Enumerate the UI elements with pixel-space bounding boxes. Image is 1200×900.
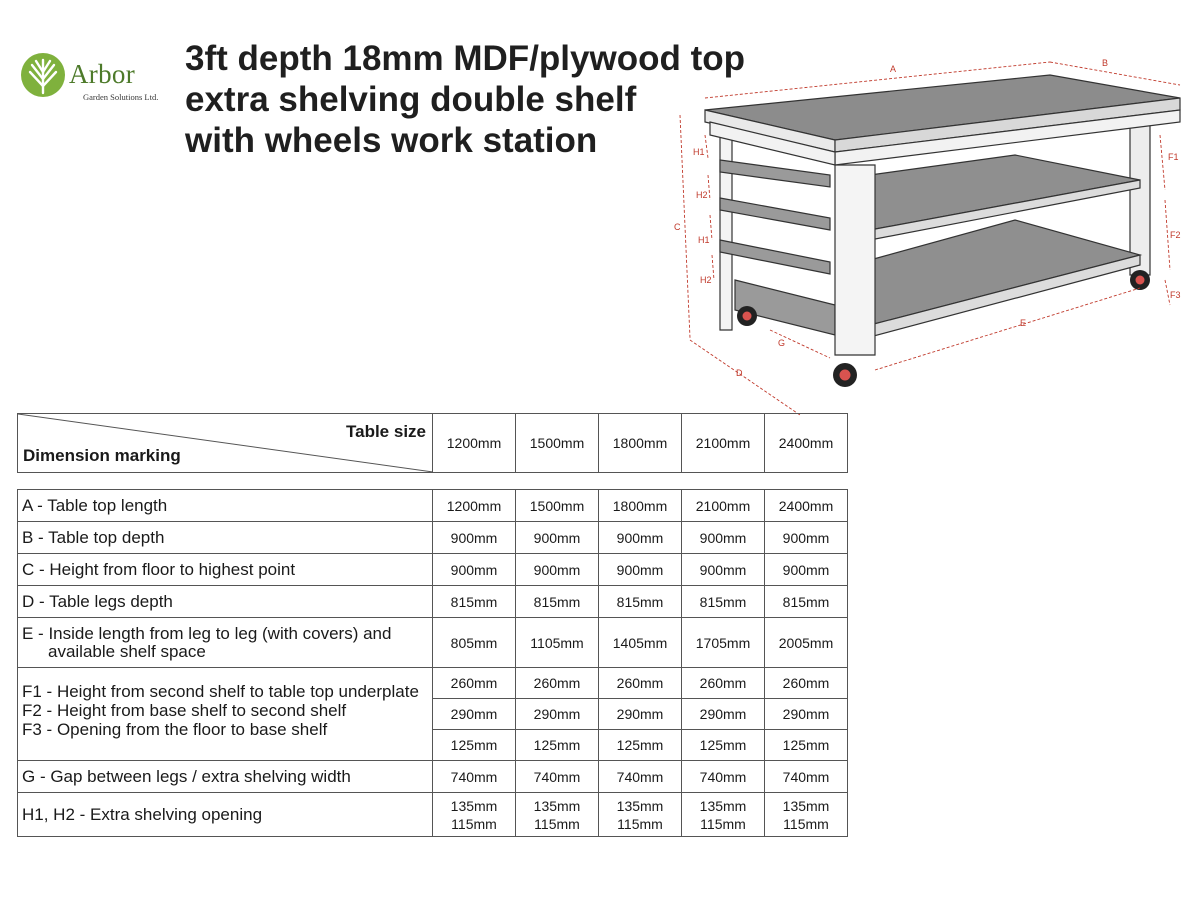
cell-value: 900mm [682,554,765,586]
row-label-line: E - Inside length from leg to leg (with covers) and [22,623,392,643]
cell-value: 290mm [682,699,765,730]
table-row [18,522,848,554]
row-label-line: F1 - Height from second shelf to table top underplate [22,682,419,701]
cell-value: 900mm [765,554,848,586]
cell-value: 260mm [682,668,765,699]
cell-value: 815mm [682,586,765,618]
table-row [18,793,848,837]
row-label [18,668,433,761]
dim-label-d: D [736,368,743,378]
row-label: D - Table legs depth [18,586,433,618]
cell-value: 125mm [682,730,765,761]
cell-value: 290mm [599,699,682,730]
brand-logo [20,50,165,110]
dim-label-e: E [1020,318,1027,328]
cell-value: 260mm [599,668,682,699]
dim-label-h2: H2 [700,275,712,285]
table-row [18,761,848,793]
cell-value: 815mm [765,586,848,618]
dim-label-a: A [890,64,897,74]
cell-value: 290mm [516,699,599,730]
title-line: extra shelving double shelf [185,80,637,119]
dim-label-h1: H1 [693,147,705,157]
cell-value: 1200mm [433,490,516,522]
cell-value: 2005mm [765,618,848,668]
leaf-logo-icon [20,52,66,98]
size-header: 2400mm [765,414,848,473]
row-label: A - Table top length [18,490,433,522]
cell-value: 1500mm [516,490,599,522]
header-corner [18,414,433,473]
cell-value: 125mm [516,730,599,761]
table-row [18,586,848,618]
cell-value: 900mm [599,554,682,586]
table-row [18,668,848,699]
cell-value: 815mm [599,586,682,618]
title-line: with wheels work station [185,121,598,160]
cell-value: 900mm [433,554,516,586]
cell-value: 290mm [433,699,516,730]
brand-tagline: Garden Solutions Ltd. [83,92,159,102]
row-label: B - Table top depth [18,522,433,554]
cell-value: 900mm [682,522,765,554]
row-label: H1, H2 - Extra shelving opening [18,793,433,837]
brand-name: Arbor [69,59,135,89]
table-size-label: Table size [346,422,426,441]
cell-value: 740mm [765,761,848,793]
dim-label-f2: F2 [1170,230,1181,240]
cell-value: 740mm [682,761,765,793]
cell-value: 900mm [433,522,516,554]
dim-label-h2: H2 [696,190,708,200]
cell-value: 815mm [433,586,516,618]
cell-value: 135mm 115mm [433,793,516,837]
cell-value: 815mm [516,586,599,618]
cell-value: 1705mm [682,618,765,668]
dim-label-h1: H1 [698,235,710,245]
cell-value: 135mm 115mm [516,793,599,837]
dim-label-f3: F3 [1170,290,1181,300]
cell-value: 900mm [765,522,848,554]
cell-value: 135mm 115mm [682,793,765,837]
cell-value: 900mm [599,522,682,554]
size-header: 1500mm [516,414,599,473]
cell-value: 2400mm [765,490,848,522]
row-label-line: F2 - Height from base shelf to second shelf [22,701,347,720]
size-header: 2100mm [682,414,765,473]
cell-value: 740mm [433,761,516,793]
dim-label-b: B [1102,58,1109,68]
title-line: 3ft depth 18mm MDF/plywood top [185,39,745,78]
cell-value: 260mm [433,668,516,699]
cell-value: 135mm 115mm [599,793,682,837]
cell-value: 260mm [516,668,599,699]
row-label: C - Height from floor to highest point [18,554,433,586]
cell-value: 900mm [516,522,599,554]
size-header-table [17,413,848,473]
row-label-line: F3 - Opening from the floor to base shelf [22,720,328,739]
dim-label-c: C [674,222,681,232]
cell-value: 290mm [765,699,848,730]
dimension-table [17,489,848,837]
cell-value: 805mm [433,618,516,668]
cell-value: 135mm 115mm [765,793,848,837]
workbench-diagram [660,40,1200,420]
cell-value: 125mm [433,730,516,761]
cell-value: 2100mm [682,490,765,522]
dim-label-g: G [778,338,786,348]
dim-label-f1: F1 [1168,152,1179,162]
size-header: 1200mm [433,414,516,473]
row-label-line: available shelf space [48,641,206,661]
dimension-marking-label: Dimension marking [23,446,181,465]
table-row [18,618,848,668]
size-header: 1800mm [599,414,682,473]
cell-value: 1800mm [599,490,682,522]
row-label [18,618,433,668]
cell-value: 260mm [765,668,848,699]
table-row [18,554,848,586]
cell-value: 740mm [516,761,599,793]
cell-value: 1105mm [516,618,599,668]
row-label: G - Gap between legs / extra shelving width [18,761,433,793]
table-row [18,490,848,522]
cell-value: 740mm [599,761,682,793]
cell-value: 125mm [599,730,682,761]
cell-value: 125mm [765,730,848,761]
cell-value: 1405mm [599,618,682,668]
cell-value: 900mm [516,554,599,586]
